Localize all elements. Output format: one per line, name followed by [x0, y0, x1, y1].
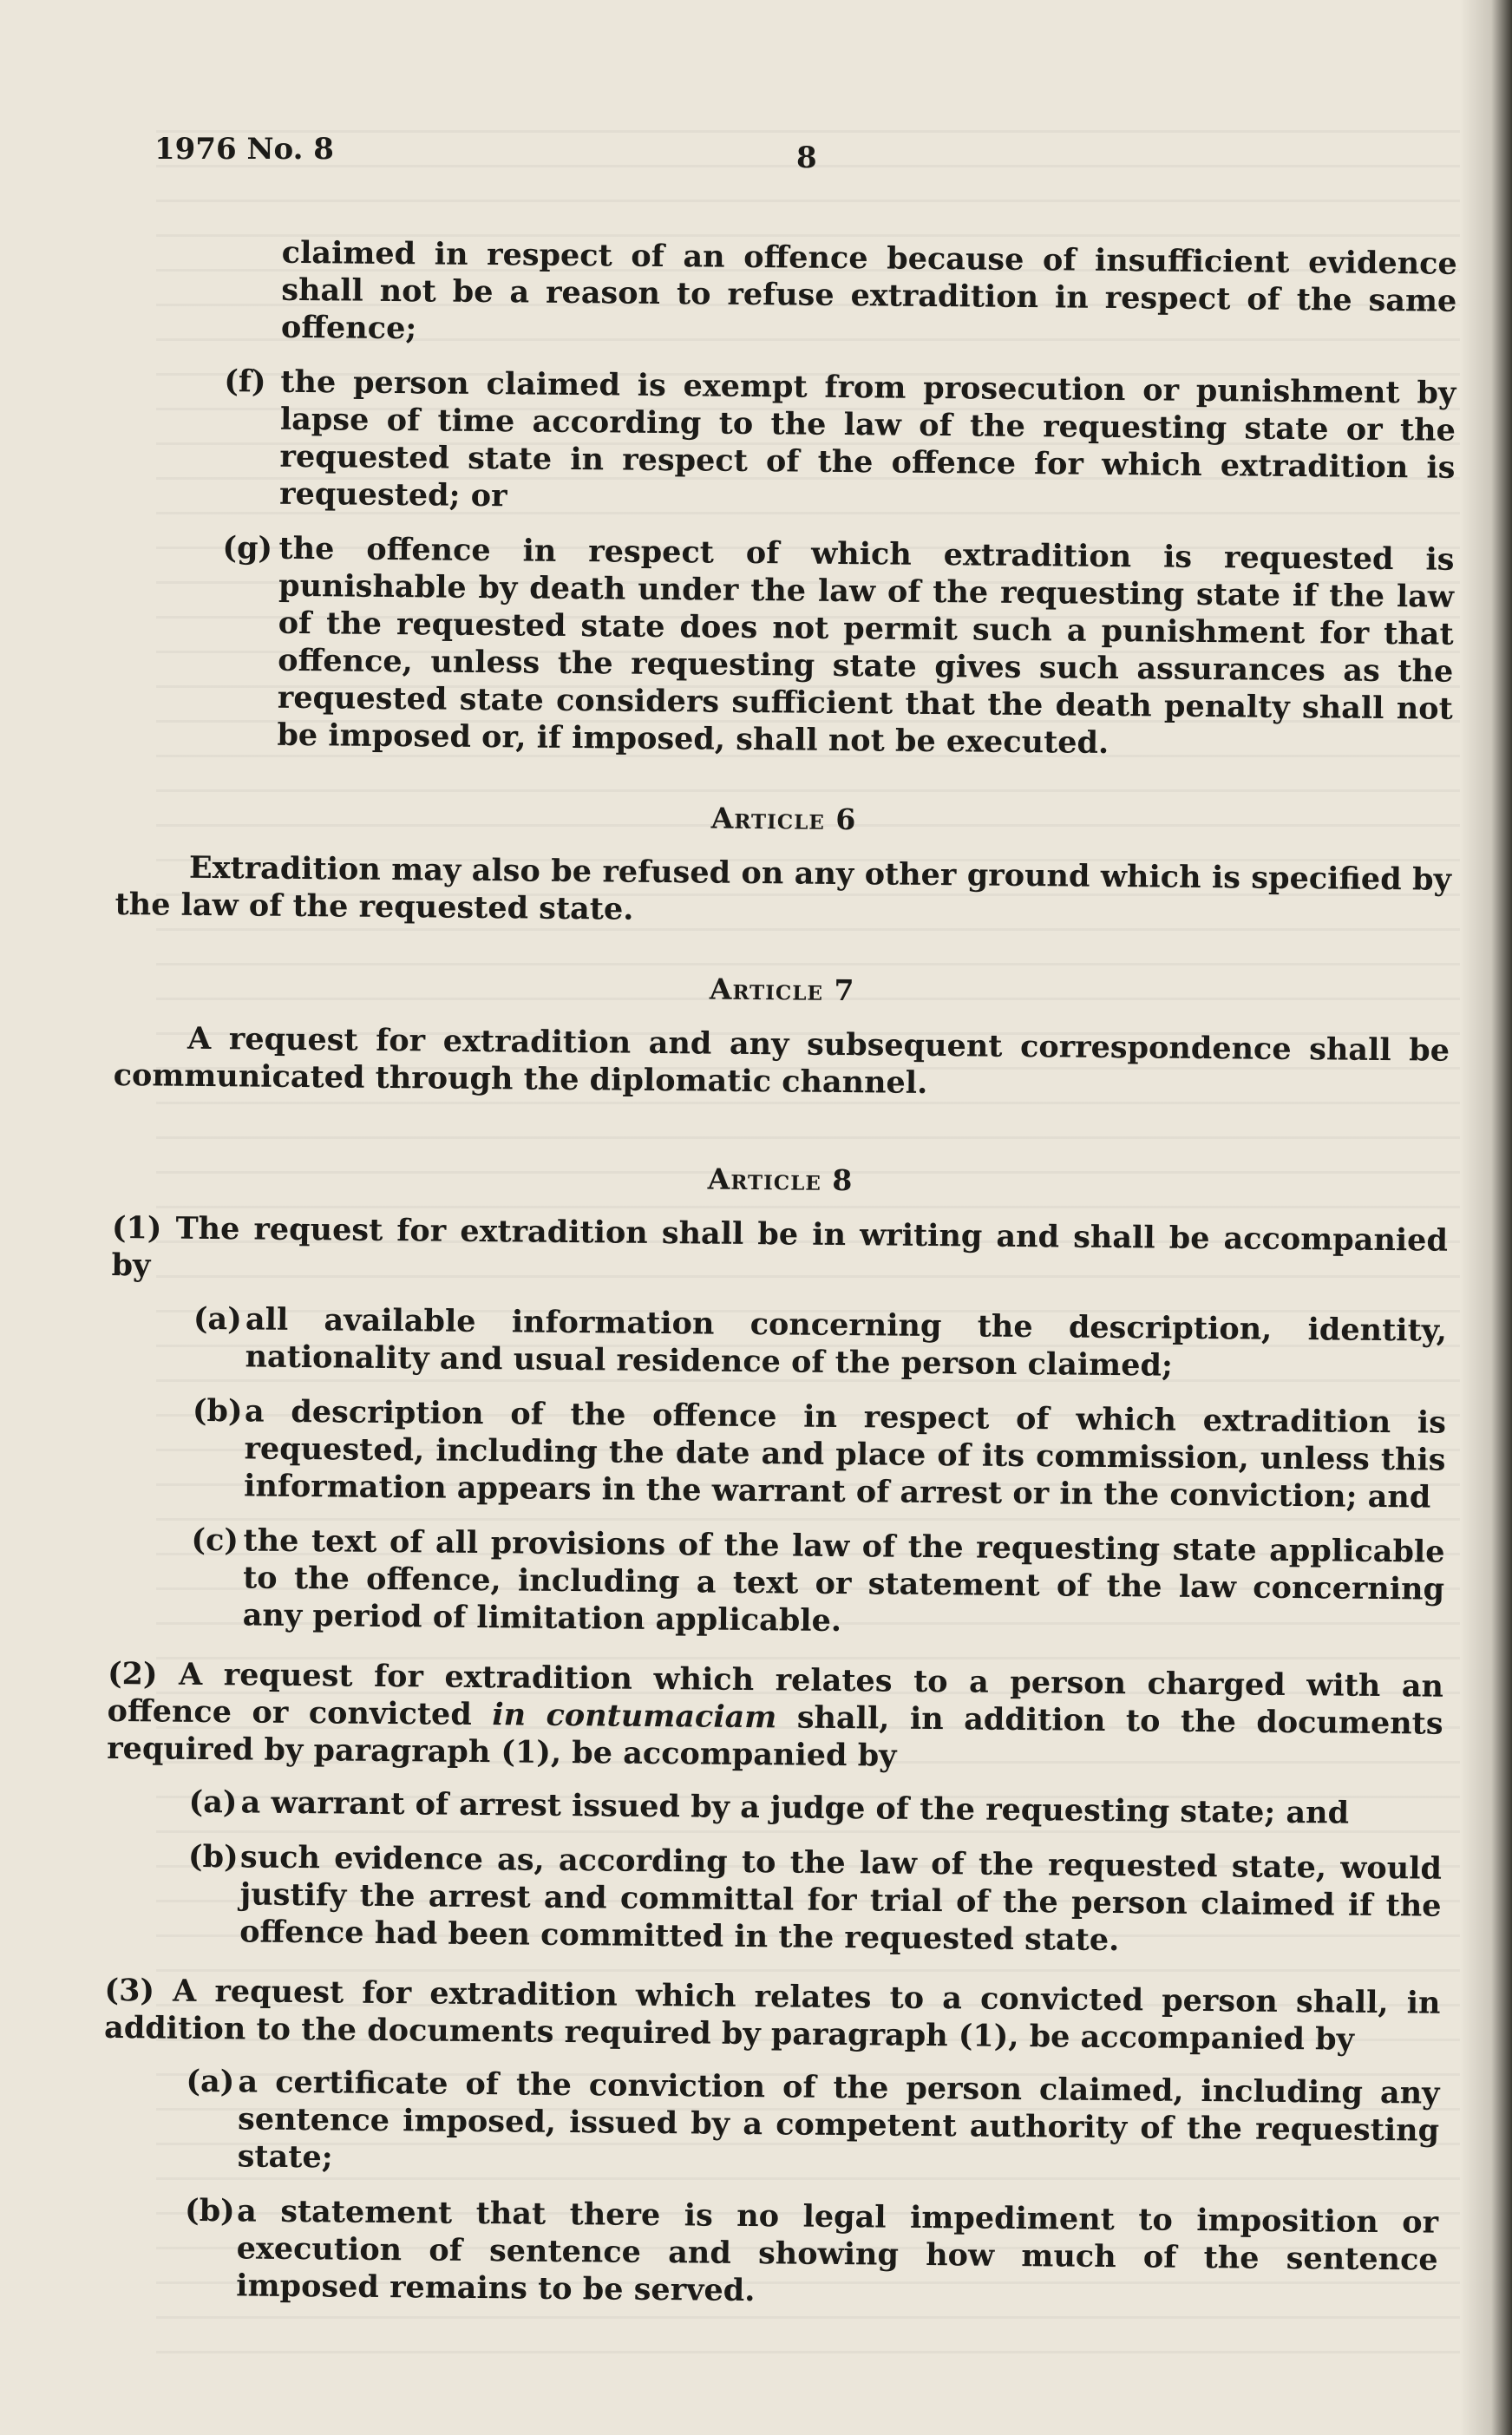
item-label: (b)	[184, 2192, 235, 2229]
list-item-b	[101, 2191, 1438, 2316]
list-item-b	[105, 1837, 1442, 1962]
item-text: a certificate of the conviction of the person claimed, including any sentence imposed, issued by a competent authority of the requesting state;	[237, 2064, 1440, 2176]
item-text: the offence in respect of which extradition is requested is punishable by death under the law of the requesting state if the law of the requested state does not permit such a punishment for that offence, unless the requesting state gives such assurances as the requested state considers sufficient that the death penalty shall not be imposed or, if imposed, shall not be executed.	[277, 530, 1455, 761]
item-text: a warrant of arrest issued by a judge of the requesting state; and	[240, 1784, 1350, 1831]
list-item-b	[109, 1391, 1446, 1516]
list-item-f	[119, 362, 1456, 524]
page-binding-shadow	[1460, 0, 1512, 2435]
item-label: (c)	[191, 1522, 239, 1559]
article-8-paragraph-1: (1) The request for extradition shall be in writing and shall be accompanied by	[111, 1209, 1449, 1284]
paragraph-2-text-start: (2) A request for extradition which relates to a person charged with an offence or convicted	[107, 1655, 1444, 1733]
article-8-heading	[112, 1155, 1448, 1205]
article-6-heading	[115, 794, 1451, 844]
item-label: (b)	[187, 1838, 239, 1875]
page-header	[154, 132, 1456, 184]
item-text: all available information concerning the description, identity, nationality and usual residence of the person claimed;	[245, 1301, 1448, 1384]
article-7-title: Article 7	[709, 972, 855, 1008]
continuation-paragraph: claimed in respect of an offence because of insufficient evidence shall not be a reason to refuse extradition in respect of the same offence;	[280, 234, 1457, 347]
item-label: (a)	[186, 2063, 235, 2100]
list-item-a	[103, 2062, 1440, 2187]
list-item-c	[108, 1521, 1445, 1646]
article-7-text: A request for extradition and any subsequent correspondence shall be communicated through the diplomatic channel.	[113, 1020, 1450, 1101]
page-number: 8	[796, 141, 817, 175]
list-item-a	[110, 1299, 1447, 1387]
article-8-paragraph-2	[107, 1655, 1443, 1780]
item-text: such evidence as, according to the law of the requested state, would justify the arrest and committal for trial of the person claimed if the offence had been committed in the requested state.	[239, 1839, 1443, 1959]
item-text: a statement that there is no legal impediment to imposition or execution of sentence and showing how much of the sentence imposed remains to be served.	[236, 2193, 1439, 2309]
paragraph-2-italic-term: in contumaciam	[492, 1697, 777, 1736]
article-6-title: Article 6	[710, 801, 857, 837]
item-label: (g)	[222, 530, 273, 566]
article-8-paragraph-3: (3) A request for extradition which relates to a convicted person shall, in addition to the documents required by paragraph (1), be accompanied by	[103, 1972, 1441, 2058]
paragraph-2-text-end: shall, in addition to the documents required by paragraph (1), be accompanied by	[107, 1699, 1443, 1774]
list-item-a	[106, 1783, 1442, 1833]
item-text: a description of the offence in respect of which extradition is requested, including the date and place of its commission, unless this information appears in the warrant of arrest or in the conviction; and	[243, 1393, 1447, 1515]
item-label: (a)	[193, 1300, 242, 1338]
article-8-title: Article 8	[707, 1162, 854, 1198]
item-label: (f)	[224, 363, 266, 400]
item-label: (b)	[192, 1392, 243, 1430]
list-item-g	[116, 528, 1454, 765]
item-label: (a)	[188, 1784, 238, 1821]
article-6-text: Extradition may also be refused on any other ground which is specified by the law of the requested state.	[115, 849, 1452, 927]
article-7-heading	[114, 965, 1450, 1015]
header-year-number: 1976 No. 8	[154, 132, 334, 167]
item-text: the text of all provisions of the law of the requesting state applicable to the offence, including a text or statement of the law concerning any period of limitation applicable.	[242, 1522, 1445, 1640]
page-body	[101, 232, 1457, 2334]
item-text: the person claimed is exempt from prosecution or punishment by lapse of time according to the law of the requesting state or the requested state in respect of the offence for which extradition is requested; or	[278, 363, 1456, 514]
